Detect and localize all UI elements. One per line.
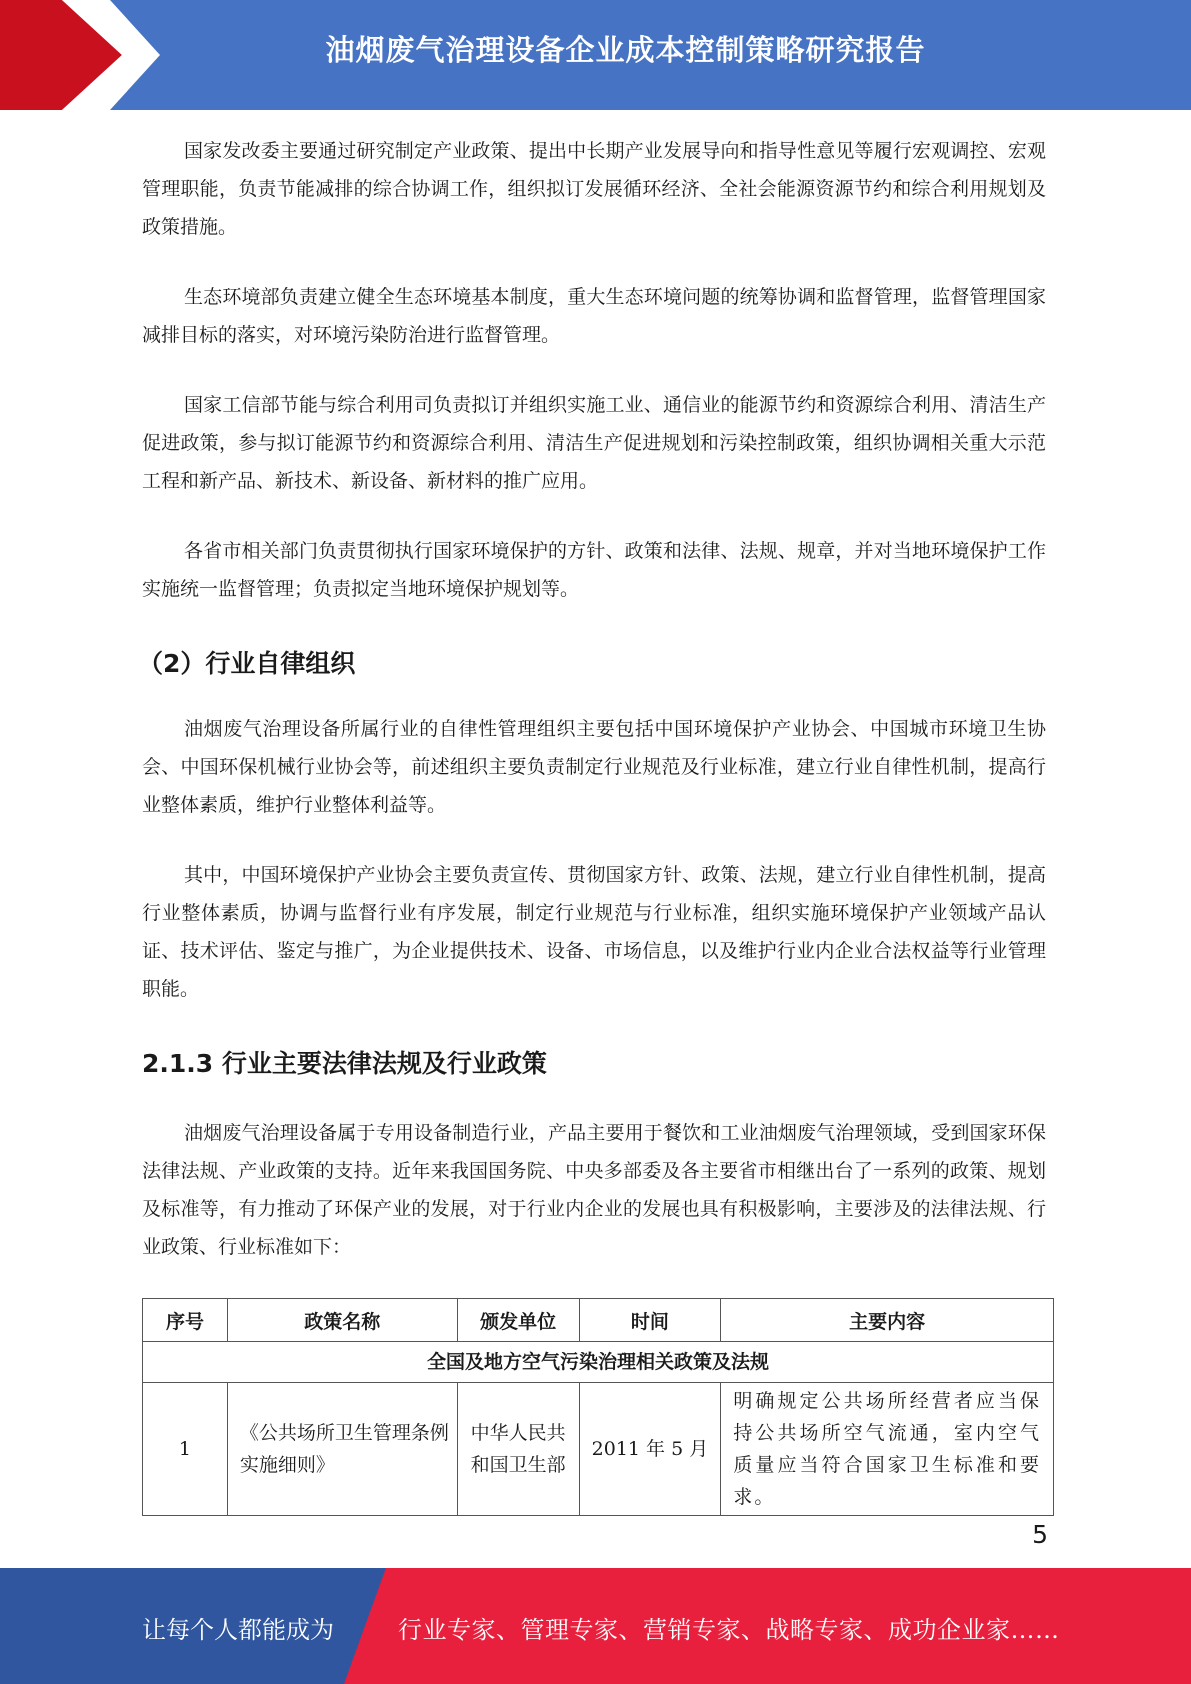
cell-date: 2011 年 5 月 — [579, 1383, 721, 1516]
paragraph-mee: 生态环境部负责建立健全生态环境基本制度，重大生态环境问题的统筹协调和监督管理，监督管理国家减排目标的落实，对环境污染防治进行监督管理。 — [142, 286, 1046, 346]
col-header-content: 主要内容 — [721, 1299, 1054, 1342]
paragraph-caepi: 其中，中国环境保护产业协会主要负责宣传、贯彻国家方针、政策、法规，建立行业自律性机制，提高行业整体素质，协调与监督行业有序发展，制定行业规范与行业标准，组织实施环境保护产业领域产品认证、技术评估、鉴定与推广，为企业提供技术、设备、市场信息，以及维护行业内企业合法权益等行业管理职能。 — [142, 864, 1046, 1000]
table-row — [143, 1383, 1054, 1516]
col-header-name: 政策名称 — [227, 1299, 457, 1342]
paragraph-self-regulatory: 油烟废气治理设备所属行业的自律性管理组织主要包括中国环境保护产业协会、中国城市环境卫生协会、中国环保机械行业协会等，前述组织主要负责制定行业规范及行业标准，建立行业自律性机制，提高行业整体素质，维护行业整体利益等。 — [142, 718, 1046, 816]
footer-banner — [0, 1568, 1191, 1684]
table-group-row — [143, 1342, 1054, 1383]
col-header-issuer: 颁发单位 — [457, 1299, 579, 1342]
footer-slogan-left: 让每个人都能成为 — [142, 1616, 334, 1644]
cell-no: 1 — [143, 1383, 228, 1516]
footer-slogan-right: 行业专家、管理专家、营销专家、战略专家、成功企业家…… — [398, 1616, 1060, 1644]
cell-issuer: 中华人民共和国卫生部 — [457, 1383, 579, 1516]
table-group-title: 全国及地方空气污染治理相关政策及法规 — [143, 1342, 1054, 1383]
cell-main-content: 明确规定公共场所经营者应当保 持公共场所空气流通，室内空气 质量应当符合国家卫生标准和要 求。 — [721, 1383, 1054, 1516]
page-number: 5 — [1032, 1520, 1048, 1549]
paragraph-ndrc: 国家发改委主要通过研究制定产业政策、提出中长期产业发展导向和指导性意见等履行宏观调控、宏观管理职能，负责节能减排的综合协调工作，组织拟订发展循环经济、全社会能源资源节约和综合利用规划及政策措施。 — [142, 140, 1046, 238]
col-header-no: 序号 — [143, 1299, 228, 1342]
cell-policy-name: 《公共场所卫生管理条例实施细则》 — [227, 1383, 457, 1516]
report-title: 油烟废气治理设备企业成本控制策略研究报告 — [325, 33, 926, 67]
paragraph-miit: 国家工信部节能与综合利用司负责拟订并组织实施工业、通信业的能源节约和资源综合利用、清洁生产促进政策，参与拟订能源节约和资源综合利用、清洁生产促进规划和污染控制政策，组织协调相关重大示范工程和新产品、新技术、新设备、新材料的推广应用。 — [142, 394, 1046, 492]
page-content — [138, 132, 1046, 1516]
table-header-row — [143, 1299, 1054, 1342]
paragraph-laws-intro: 油烟废气治理设备属于专用设备制造行业，产品主要用于餐饮和工业油烟废气治理领域，受到国家环保法律法规、产业政策的支持。近年来我国国务院、中央多部委及各主要省市相继出台了一系列的政策、规划及标准等，有力推动了环保产业的发展，对于行业内企业的发展也具有积极影响，主要涉及的法律法规、行业政策、行业标准如下： — [142, 1122, 1046, 1258]
paragraph-provincial: 各省市相关部门负责贯彻执行国家环境保护的方针、政策和法律、法规、规章，并对当地环境保护工作实施统一监督管理；负责拟定当地环境保护规划等。 — [142, 540, 1046, 600]
policy-table — [142, 1298, 1054, 1516]
section-heading-laws: 2.1.3 行业主要法律法规及行业政策 — [142, 1049, 547, 1078]
col-header-date: 时间 — [579, 1299, 721, 1342]
subheading-self-regulatory: （2）行业自律组织 — [138, 649, 356, 678]
header-banner — [0, 0, 1191, 110]
